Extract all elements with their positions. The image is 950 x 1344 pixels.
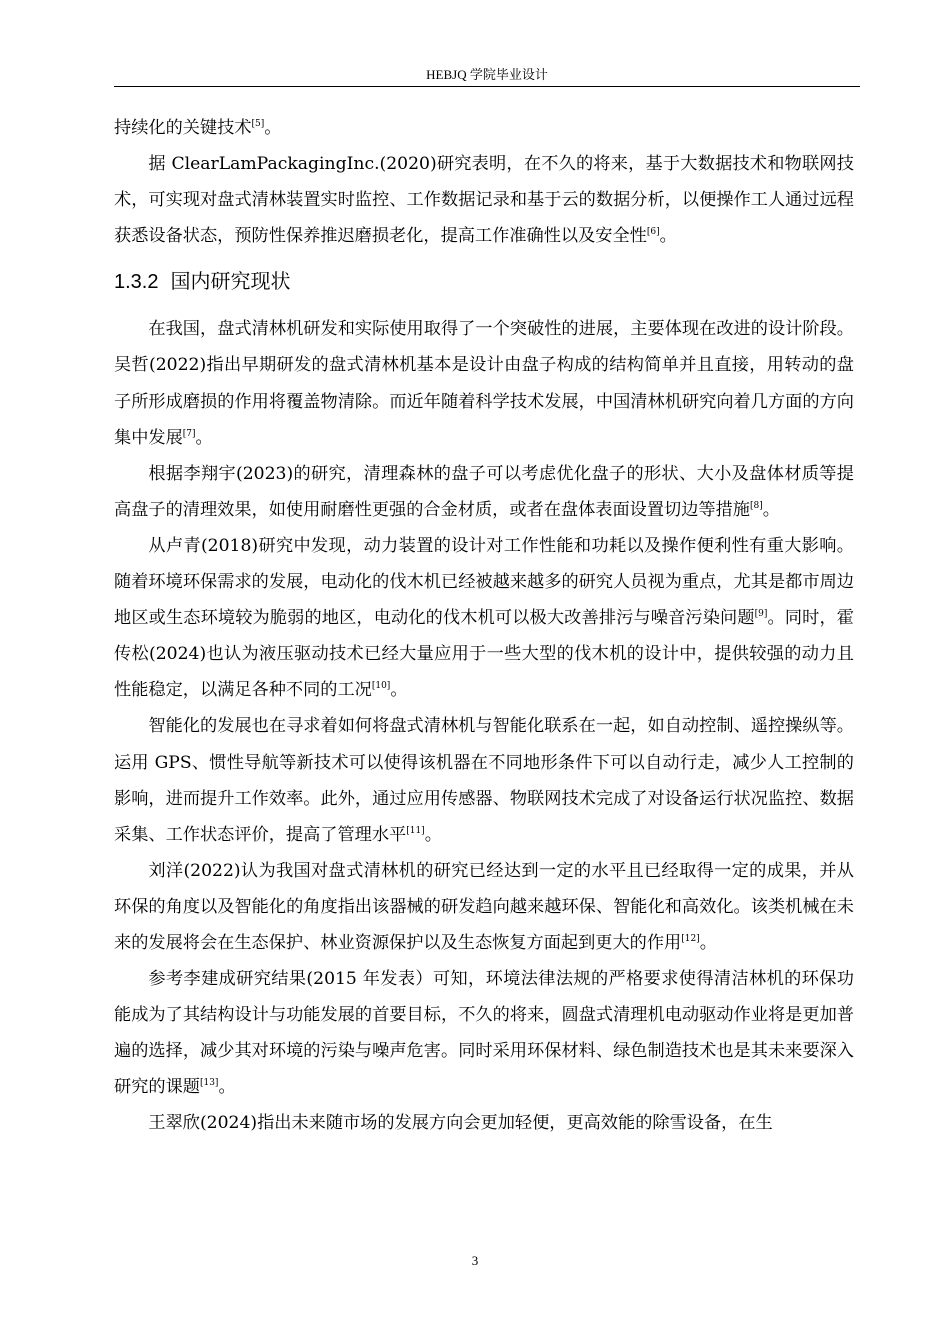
document-body (114, 110, 854, 1142)
citation-ref: [6] (646, 227, 660, 238)
paragraph: 刘洋(2022)认为我国对盘式清林机的研究已经达到一定的水平且已经取得一定的成果，并从环保的角度以及智能化的角度指出该器械的研发趋向越来越环保、智能化和高效化。该类机械在未来的发展将会在生态保护、林业资源保护以及生态恢复方面起到更大的作用[12]。 (114, 860, 854, 953)
section-number: 1.3.2 (114, 271, 159, 294)
paragraph: 根据李翔宇(2023)的研究，清理森林的盘子可以考虑优化盘子的形状、大小及盘体材质等提高盘子的清理效果，如使用耐磨性更强的合金材质，或者在盘体表面设置切边等措施[8]。 (114, 463, 854, 520)
paragraph: 王翠欣(2024)指出未来随市场的发展方向会更加轻便，更高效能的除雪设备，在生 (148, 1113, 773, 1134)
section-title: 国内研究现状 (170, 269, 291, 294)
citation-ref: [7] (182, 428, 196, 439)
citation-ref: [12] (681, 933, 700, 944)
citation-ref: [5] (251, 119, 265, 129)
paragraph: 智能化的发展也在寻求着如何将盘式清林机与智能化联系在一起，如自动控制、遥控操纵等。运用 GPS、惯性导航等新技术可以使得该机器在不同地形条件下可以自动行走，减少人工控制的影响，进而提升工作效率。此外，通过应用传感器、物联网技术完成了对设备运行状况监控、数据采集、工作状态评价，提高了管理水平[11]。 (114, 716, 854, 845)
paragraph: 在我国，盘式清林机研发和实际使用取得了一个突破性的进展，主要体现在改进的设计阶段。吴哲(2022)指出早期研发的盘式清林机基本是设计由盘子构成的结构简单并且直接，用转动的盘子所形成磨损的作用将覆盖物清除。而近年随着科学技术发展，中国清林机研究向着几方面的方向集中发展[7]。 (114, 319, 854, 448)
citation-ref: [13] (199, 1078, 219, 1089)
page-number: 3 (471, 1253, 479, 1268)
citation-ref: [8] (749, 500, 763, 511)
running-header: HEBJQ 学院毕业设计 (426, 67, 548, 82)
header-rule (114, 86, 860, 87)
paragraph: 从卢青(2018)研究中发现，动力装置的设计对工作性能和功耗以及操作便利性有重大影响。随着环境环保需求的发展，电动化的伐木机已经被越来越多的研究人员视为重点，尤其是都市周边地区或生态环境较为脆弱的地区，电动化的伐木机可以极大改善排污与噪音污染问题[9]。同时，霍传松(2024)也认为液压驱动技术已经大量应用于一些大型的伐木机的设计中，提供较强的动力且性能稳定，以满足各种不同的工况[10]。 (114, 535, 854, 701)
paragraph-continuation: 持续化的关键技术[5]。 (114, 118, 282, 138)
section-heading (114, 260, 854, 303)
citation-ref: [9] (754, 609, 768, 620)
paragraph: 参考李建成研究结果(2015 年发表）可知，环境法律法规的严格要求使得清洁林机的环保功能成为了其结构设计与功能发展的首要目标，不久的将来，圆盘式清理机电动驱动作业将是更加普遍的选择，减少其对环境的污染与噪声危害。同时采用环保材料、绿色制造技术也是其未来要深入研究的课题[13]。 (114, 969, 854, 1098)
citation-ref: [11] (406, 825, 425, 836)
paragraph: 据 ClearLamPackagingInc.(2020)研究表明，在不久的将来，基于大数据技术和物联网技术，可实现对盘式清林装置实时监控、工作数据记录和基于云的数据分析，以便操作工人通过远程获悉设备状态，预防性保养推迟磨损老化，提高工作准确性以及安全性[6]。 (114, 154, 854, 247)
citation-ref: [10] (371, 681, 391, 692)
